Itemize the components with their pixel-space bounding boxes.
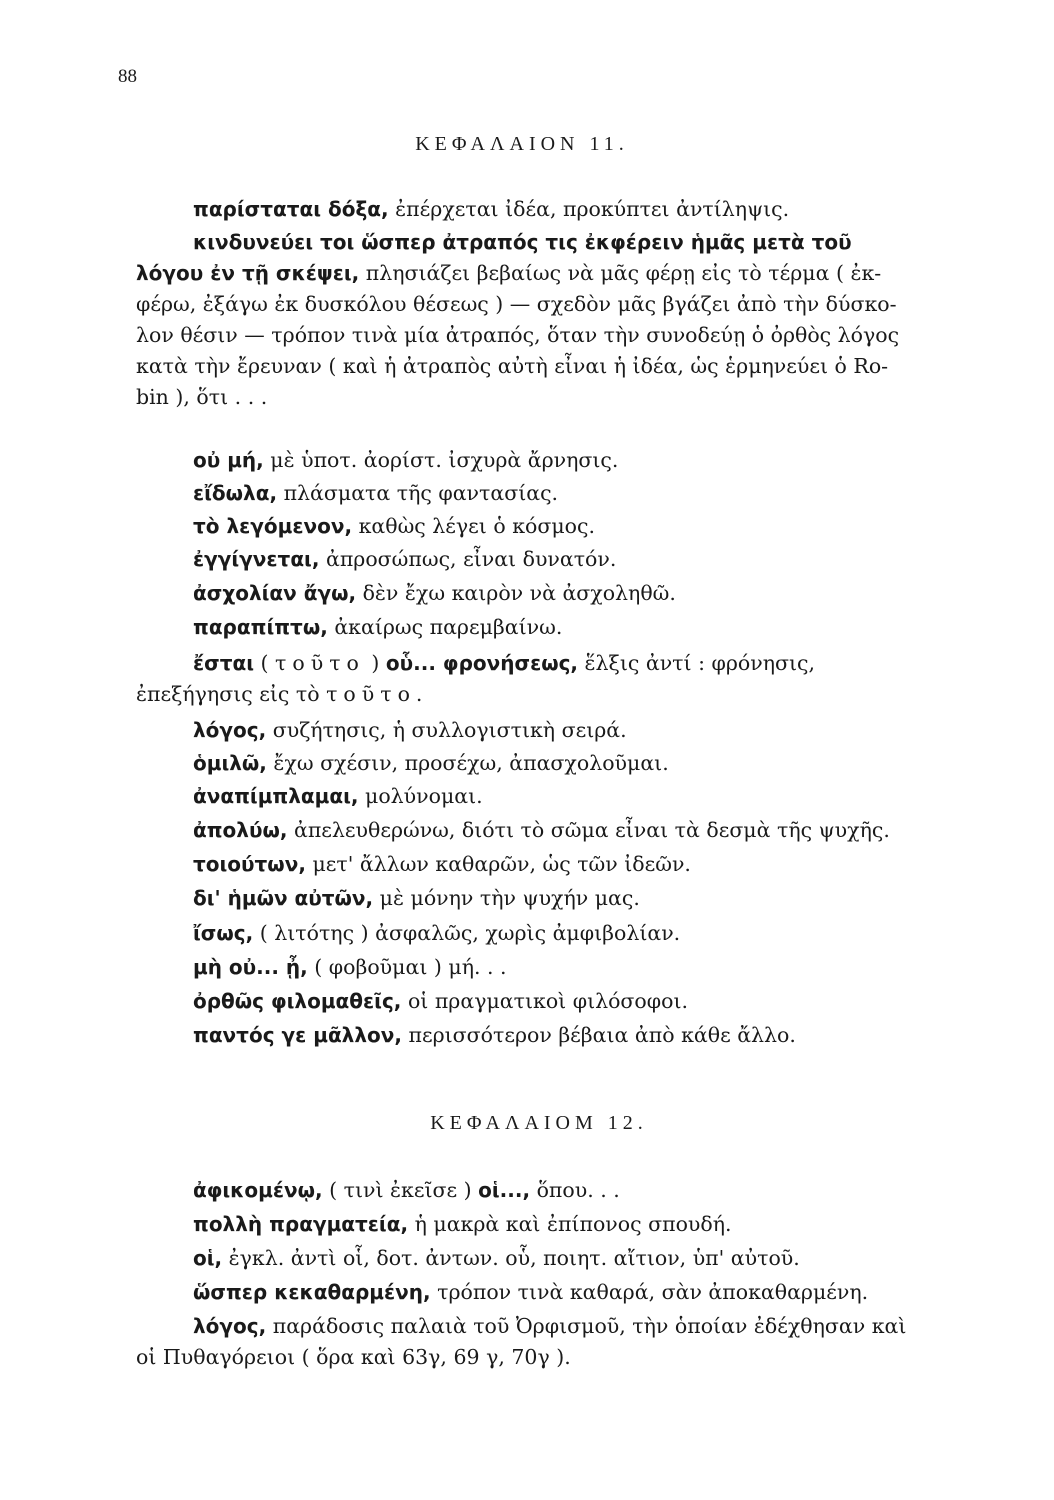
- entry-definition: τρόπον τινὰ καθαρά, σὰν ἀποκαθαρμένη.: [430, 1280, 869, 1304]
- glossary-entry: [193, 952, 507, 983]
- glossary-entry: [193, 612, 562, 643]
- entry-definition: ( λιτότης ) ἀσφαλῶς, χωρὶς ἀμφιβολίαν.: [253, 921, 681, 945]
- entry-definition: πλησιάζει βεβαίως νὰ μᾶς φέρῃ εἰς τὸ τέρμα ( ἐκ-: [359, 261, 882, 285]
- entry-definition: μολύνομαι.: [358, 784, 483, 808]
- entry-term: οἱ,: [193, 1246, 223, 1270]
- glossary-entry: [193, 1020, 796, 1051]
- glossary-entry-paragraph: [136, 1311, 962, 1373]
- entry-line: bin ), ὅτι . . .: [136, 385, 268, 409]
- entry-term: ἀναπίμπλαμαι,: [193, 784, 359, 808]
- entry-term: ἀφικομένῳ,: [193, 1178, 323, 1202]
- glossary-entry: [193, 478, 558, 509]
- entry-term: εἴδωλα,: [193, 481, 278, 505]
- entry-line: οἱ Πυθαγόρειοι ( ὅρα καὶ 63γ, 69 γ, 70γ ).: [136, 1345, 571, 1369]
- entry-term: λόγου ἐν τῇ σκέψει,: [136, 261, 360, 285]
- glossary-entry: [193, 1277, 868, 1308]
- glossary-entry: [193, 918, 680, 949]
- glossary-entry: [193, 883, 640, 914]
- entry-definition: ἀπροσώπως, εἶναι δυνατόν.: [319, 547, 617, 571]
- entry-line: [136, 679, 962, 710]
- entry-definition: περισσότερον βέβαια ἀπὸ κάθε ἄλλο.: [401, 1023, 796, 1047]
- entry-term: ἴσως,: [193, 921, 254, 945]
- entry-term: μὴ οὐ... ᾖ,: [193, 955, 308, 979]
- entry-definition: ὅπου. . .: [530, 1178, 620, 1202]
- entry-parenthesis: ( τινὶ ἐκεῖσε ): [322, 1178, 479, 1202]
- glossary-entry: [193, 815, 890, 846]
- entry-term: ἐγγίγνεται,: [193, 547, 320, 571]
- entry-definition: καθὼς λέγει ὁ κόσμος.: [352, 514, 595, 538]
- entry-definition: ἡ μακρὰ καὶ ἐπίπονος σπουδή.: [408, 1212, 732, 1236]
- entry-line: [136, 258, 962, 289]
- entry-term: οὐ μή,: [193, 448, 264, 472]
- entry-term: κινδυνεύει τοι ὥσπερ ἀτραπός τις ἐκφέρειν ἡμᾶς μετὰ τοῦ: [193, 230, 852, 254]
- entry-definition: παράδοσις παλαιὰ τοῦ Ὀρφισμοῦ, τὴν ὁποίαν ἐδέχθησαν καὶ: [266, 1314, 907, 1338]
- entry-term: ἔσται: [193, 651, 255, 675]
- entry-parenthesis: ): [364, 651, 386, 675]
- glossary-entry: [193, 544, 616, 575]
- entry-term: ἀσχολίαν ἄγω,: [193, 581, 357, 605]
- entry-definition: μὲ μόνην τὴν ψυχήν μας.: [373, 886, 640, 910]
- entry-term: ἀπολύω,: [193, 818, 288, 842]
- entry-definition: συζήτησις, ἡ συλλογιστικὴ σειρά.: [266, 718, 627, 742]
- chapter-11-heading: ΚΕΦΑΛΑΙΟΝ 11.: [415, 133, 629, 155]
- glossary-entry: [193, 849, 691, 880]
- glossary-entry: [193, 748, 669, 779]
- entry-definition: ἐγκλ. ἀντὶ οἷ, δοτ. ἀντων. οὗ, ποιητ. αἴτιον, ὑπ' αὐτοῦ.: [222, 1246, 800, 1270]
- chapter-12-heading: ΚΕΦΑΛΑΙΟΜ 12.: [430, 1112, 648, 1134]
- glossary-entry: [193, 1243, 800, 1274]
- entry-term: οὗ... φρονήσεως,: [385, 651, 579, 675]
- entry-term: παντός γε μᾶλλον,: [193, 1023, 402, 1047]
- entry-term: τὸ λεγόμενον,: [193, 514, 353, 538]
- entry-term: ὁμιλῶ,: [193, 751, 267, 775]
- spaced-word: τοῦτο: [275, 651, 365, 675]
- spaced-word: τοῦτο.: [326, 682, 429, 706]
- entry-definition: ἀπελευθερώνω, διότι τὸ σῶμα εἶναι τὰ δεσμὰ τῆς ψυχῆς.: [287, 818, 890, 842]
- entry-term: λόγος,: [193, 1314, 267, 1338]
- page-number: 88: [118, 66, 137, 87]
- entry-term: οἱ...,: [478, 1178, 531, 1202]
- glossary-entry-paragraph: [136, 648, 962, 710]
- entry-line: [136, 648, 962, 679]
- entry-line: λον θέσιν — τρόπον τινὰ μία ἀτραπός, ὅταν τὴν συνοδεύῃ ὁ ὀρθὸς λόγος: [136, 323, 900, 347]
- entry-term: παραπίπτω,: [193, 615, 328, 639]
- entry-definition: ( φοβοῦμαι ) μή. . .: [307, 955, 507, 979]
- entry-definition: οἱ πραγματικοὶ φιλόσοφοι.: [401, 989, 689, 1013]
- entry-term: τοιούτων,: [193, 852, 306, 876]
- entry-definition: πλάσματα τῆς φαντασίας.: [277, 481, 559, 505]
- entry-term: λόγος,: [193, 718, 267, 742]
- glossary-entry: [193, 986, 688, 1017]
- entry-definition: ἕλξις ἀντί : φρόνησις,: [578, 651, 816, 675]
- entry-line: [136, 1311, 962, 1342]
- entry-definition: ἐπέρχεται ἰδέα, προκύπτει ἀντίληψις.: [388, 197, 790, 221]
- entry-definition: δὲν ἔχω καιρὸν νὰ ἀσχοληθῶ.: [356, 581, 676, 605]
- entry-line: [136, 227, 962, 258]
- entry-line: κατὰ τὴν ἔρευναν ( καὶ ἡ ἀτραπὸς αὐτὴ εἶναι ἡ ἰδέα, ὡς ἑρμηνεύει ὁ Ro-: [136, 354, 889, 378]
- glossary-entry: [193, 1175, 620, 1206]
- glossary-entry: [193, 781, 483, 812]
- glossary-entry: [193, 445, 618, 476]
- glossary-entry: [193, 511, 595, 542]
- entry-term: ὥσπερ κεκαθαρμένη,: [193, 1280, 431, 1304]
- entry-definition: ἀκαίρως παρεμβαίνω.: [327, 615, 563, 639]
- entry-parenthesis: (: [254, 651, 276, 675]
- entry-line: φέρω, ἐξάγω ἐκ δυσκόλου θέσεως ) — σχεδὸν μᾶς βγάζει ἀπὸ τὴν δύσκο-: [136, 292, 897, 316]
- entry-definition: μετ' ἄλλων καθαρῶν, ὡς τῶν ἰδεῶν.: [305, 852, 691, 876]
- glossary-entry: [193, 1209, 732, 1240]
- entry-term: πολλὴ πραγματεία,: [193, 1212, 409, 1236]
- glossary-entry-paragraph: [136, 227, 962, 413]
- entry-term: δι' ἡμῶν αὐτῶν,: [193, 886, 374, 910]
- glossary-entry: [193, 194, 789, 225]
- glossary-entry: [193, 715, 627, 746]
- entry-definition: ἔχω σχέσιν, προσέχω, ἀπασχολοῦμαι.: [266, 751, 669, 775]
- glossary-entry: [193, 578, 676, 609]
- entry-definition: μὲ ὑποτ. ἀορίστ. ἰσχυρὰ ἄρνησις.: [263, 448, 619, 472]
- entry-term: ὀρθῶς φιλομαθεῖς,: [193, 989, 402, 1013]
- entry-term: παρίσταται δόξα,: [193, 197, 389, 221]
- entry-definition: ἐπεξήγησις εἰς τὸ: [136, 682, 327, 706]
